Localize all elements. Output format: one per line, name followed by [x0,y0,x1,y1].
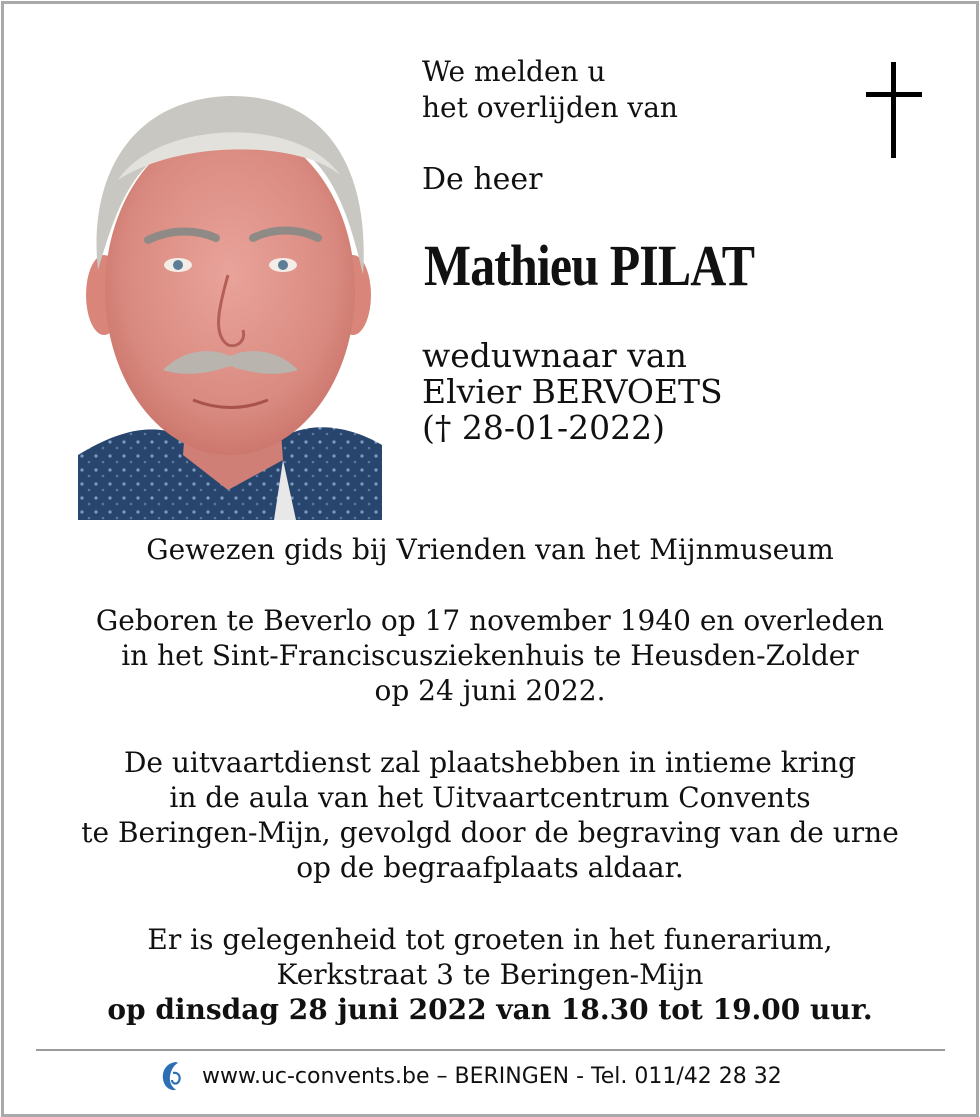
intro-text [422,54,678,126]
footer [160,1058,782,1094]
service-line: te Beringen-Mijn, gevolgd door de begraving van de urne [81,816,899,849]
title-prefix: De heer [422,162,543,197]
visitation-line: Kerkstraat 3 te Beringen-Mijn [276,958,704,991]
birth-death-line: Geboren te Beverlo op 17 november 1940 en overleden [95,604,885,637]
birth-death-line: op 24 juni 2022. [374,674,606,707]
occupation-line: Gewezen gids bij Vrienden van het Mijnmuseum [146,533,834,566]
visitation-block [40,922,940,1027]
spouse-line-2: Elvier BERVOETS [422,372,723,411]
service-line: op de begraafplaats aldaar. [296,851,684,884]
spouse-line-1: weduwnaar van [422,336,687,375]
visitation-time: op dinsdag 28 juni 2022 van 18.30 tot 19.00 uur. [107,993,873,1026]
occupation-block [40,532,940,567]
portrait-photo [78,60,382,520]
intro-line-1: We melden u [422,55,606,88]
footer-divider [36,1049,945,1051]
contact-info: www.uc-convents.be – BERINGEN - Tel. 011/42 28 32 [202,1063,782,1089]
service-line: in de aula van het Uitvaartcentrum Convents [169,781,811,814]
service-block [40,745,940,885]
birth-death-line: in het Sint-Franciscusziekenhuis te Heusden-Zolder [121,639,859,672]
visitation-line: Er is gelegenheid tot groeten in het funerarium, [147,923,833,956]
deceased-name: Mathieu PILAT [424,233,755,298]
cross-icon [866,62,922,158]
service-line: De uitvaartdienst zal plaatshebben in intieme kring [123,746,857,779]
birth-death-block [40,603,940,708]
intro-line-2: het overlijden van [422,91,678,124]
spouse-info [422,338,723,446]
funeral-home-logo-icon [160,1059,184,1093]
spouse-line-3: († 28-01-2022) [422,408,666,447]
